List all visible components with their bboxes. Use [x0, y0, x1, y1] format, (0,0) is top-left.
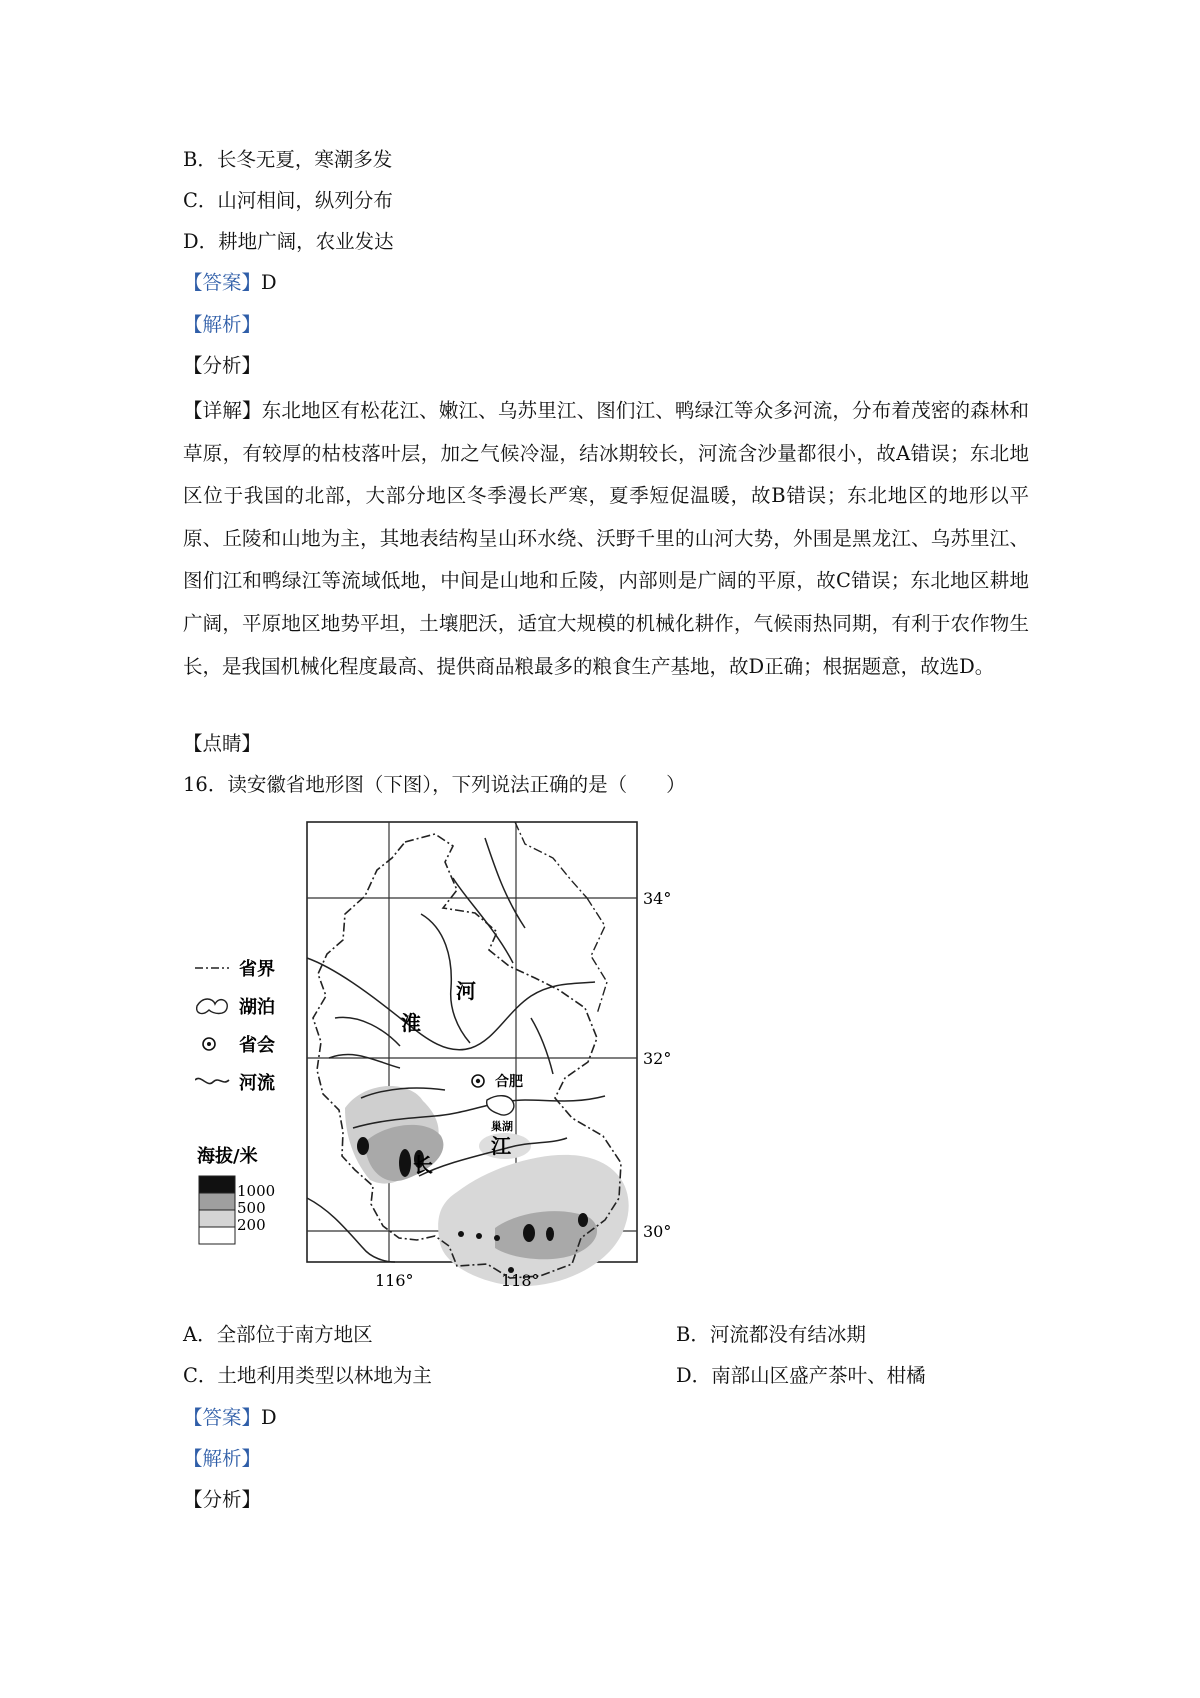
label-jiang: 江 — [491, 1134, 511, 1158]
option-b-q16: B．河流都没有结冰期 — [676, 1323, 866, 1346]
option-c-q15: C．山河相间，纵列分布 — [183, 189, 393, 212]
answer-tag: 【答案】 — [183, 1406, 262, 1429]
legend-capital: 省会 — [239, 1035, 275, 1056]
label-lat32: 32° — [643, 1049, 672, 1068]
legend-lake: 湖泊 — [239, 997, 275, 1018]
answer-value: D — [261, 271, 277, 294]
label-chang: 长 — [413, 1153, 433, 1177]
answer-tag: 【答案】 — [183, 271, 262, 294]
label-hefei: 合肥 — [495, 1074, 523, 1090]
legend-1000: 1000 — [237, 1182, 276, 1200]
label-lat30: 30° — [643, 1222, 672, 1241]
label-lon116: 116° — [375, 1271, 414, 1290]
fenxi-tag-q15: 【分析】 — [183, 354, 262, 377]
option-b-q15: B．长冬无夏，寒潮多发 — [183, 148, 393, 171]
legend-river: 河流 — [239, 1073, 275, 1094]
analysis-tag-q16: 【解析】 — [183, 1447, 262, 1470]
legend-200: 200 — [237, 1216, 266, 1234]
label-he: 河 — [456, 979, 476, 1003]
detail-tag: 【详解】 — [183, 399, 262, 422]
detail-text: 东北地区有松花江、嫩江、乌苏里江、图们江、鸭绿江等众多河流，分布着茂密的森林和草原，有较厚的枯枝落叶层，加之气候冷湿，结冰期较长，河流含沙量都很小，故A错误；东北地区位于我国的北部，大部分地区冬季漫长严寒，夏季短促温暖，故B错误；东北地区的地形以平原、丘陵和山地为主，其地表结构呈山环水绕、沃野千里的山河大势，外围是黑龙江、乌苏里江、图们江和鸭绿江等流域低地，中间是山地和丘陵，内部则是广阔的平原，故C错误；东北地区耕地广阔，平原地区地势平坦，土壤肥沃，适宜大规模的机械化耕作，气候雨热同期，有利于农作物生长，是我国机械化程度最高、提供商品粮最多的粮食生产基地，故D正确；根据题意，故选D。 — [183, 399, 1029, 678]
chaohu-lake — [487, 1096, 514, 1115]
elevation-shading — [345, 1086, 629, 1286]
map-legend — [195, 958, 275, 1244]
fenxi-tag-q16: 【分析】 — [183, 1488, 262, 1511]
analysis-tag-q15: 【解析】 — [183, 313, 262, 336]
answer-line-q16 — [183, 1404, 277, 1432]
option-c-q16: C．土地利用类型以林地为主 — [183, 1364, 432, 1387]
label-lat34: 34° — [643, 889, 672, 908]
answer-line-q15 — [183, 269, 277, 297]
anhui-terrain-map — [195, 818, 695, 1298]
legend-500: 500 — [237, 1199, 266, 1217]
legend-boundary: 省界 — [239, 959, 275, 980]
label-huai: 淮 — [401, 1011, 421, 1035]
answer-value: D — [261, 1406, 277, 1429]
comment-tag-q15: 【点睛】 — [183, 732, 262, 755]
option-a-q16: A．全部位于南方地区 — [183, 1323, 373, 1346]
label-lon118: 118° — [501, 1271, 540, 1290]
detail-paragraph-q15 — [183, 390, 1029, 688]
option-d-q16: D．南部山区盛产茶叶、柑橘 — [676, 1364, 926, 1387]
option-d-q15: D．耕地广阔，农业发达 — [183, 230, 394, 253]
question-16-stem: 16．读安徽省地形图（下图），下列说法正确的是（ ） — [183, 773, 686, 796]
legend-elev-title: 海拔/米 — [197, 1146, 258, 1167]
label-chaohu: 巢湖 — [491, 1120, 513, 1133]
